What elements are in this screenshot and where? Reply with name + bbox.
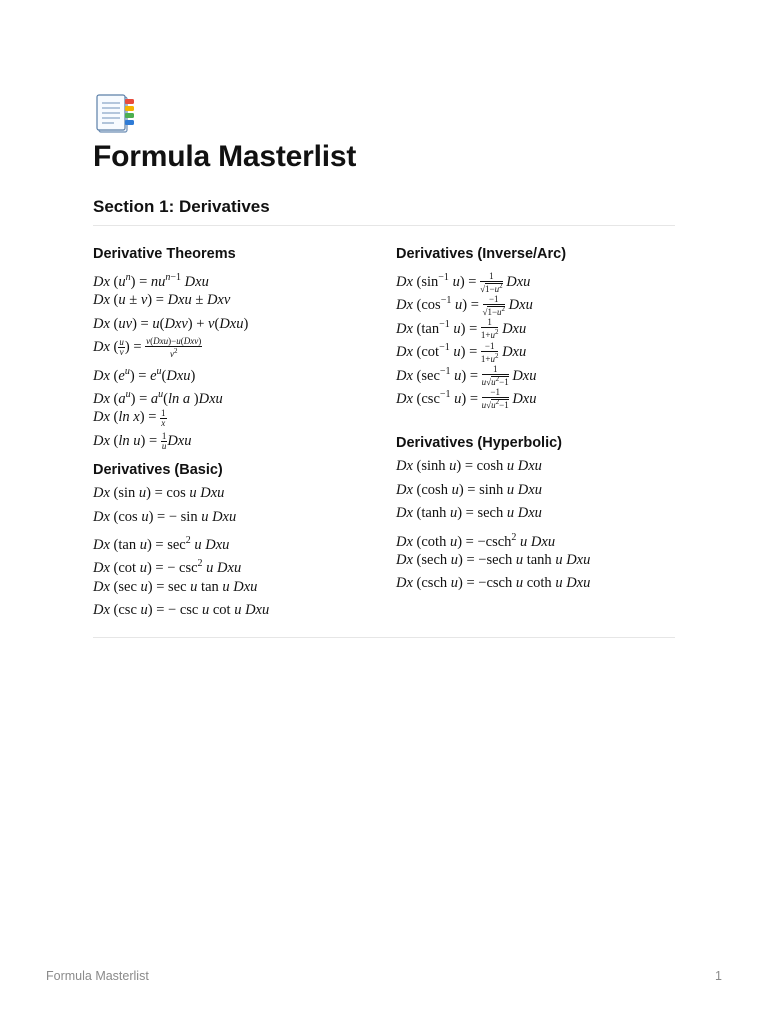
formula-cot: Dx (cot u) = − $\csc^2 u$ Dxu [93,558,242,577]
formula-exponential-e: Dx $(e^u) = e^u(Dxu)$ [93,365,196,384]
formula-ln-u: Dx (ln u) = $\frac{1}{u}$ Dxu [93,430,192,451]
formula-arccos: Dx ($\cos^{-1}$ u) = $\frac{-1}{√1-u^2}$ Dxu [396,293,533,317]
formula-coth: Dx (coth u) = −csch$^2$ u Dxu [396,531,556,550]
formula-exponential-a: Dx $(a^u) = a^u(\ln$ a )Dxu [93,388,223,407]
section-end-divider [93,637,675,638]
left-column [93,245,383,622]
derivative-theorems-group [93,245,383,453]
formula-csc: Dx (csc u) = − csc u cot u Dxu [93,602,270,619]
spacer [93,453,383,461]
formula-arccot: Dx ($\cot^{-1}$ u) = $\frac{-1}{1+u^2}$ Dxu [396,340,527,364]
formula-sum-rule: Dx (u ± v) = Dxu ± Dxv [93,292,231,309]
formula-tanh: Dx (tanh u) = sech u Dxu [396,505,542,522]
footer-page-number: 1 [715,969,722,983]
formula-cos: Dx (cos u) = − sin u Dxu [93,508,237,525]
notebook-icon [96,94,138,134]
page-title: Formula Masterlist [93,140,357,173]
formula-ln-x: Dx (ln x) = $\frac{1}{x}$ [93,407,166,428]
derivatives-basic-group [93,461,383,622]
group-title: Derivatives (Inverse/Arc) [396,246,567,262]
formula-arcsec: Dx ($\sec^{-1}$ u) = $\frac{1}{u√u^2-1}$ Dxu [396,364,537,388]
formula-sin: Dx (sin u) = cos u Dxu [93,485,225,502]
footer-document-title: Formula Masterlist [46,969,149,983]
spacer [396,406,686,434]
formula-sech: Dx (sech u) = −sech u tanh u Dxu [396,551,591,568]
formula-arccsc: Dx ($\csc^{-1}$ u) = $\frac{-1}{u√u^2-1}$ Dxu [396,387,537,411]
derivatives-hyperbolic-group [396,434,686,595]
formula-csch: Dx (csch u) = −csch u coth u Dxu [396,575,591,592]
group-title: Derivative Theorems [93,246,236,262]
formula-tan: Dx (tan $u) = \sec^2 u$ Dxu [93,534,230,553]
formula-power-rule: Dx $(u^n) = nu^{n-1}$ Dxu [93,272,209,290]
group-title: Derivatives (Basic) [93,462,223,479]
formula-arctan: Dx ($\tan^{-1}$ u) = $\frac{1}{1+u^2}$ Dxu [396,317,527,341]
formula-arcsin: Dx ($\sin^{-1}$ u) = $\frac{1}{√1-u^2}$ Dxu [396,270,531,294]
section-divider [93,225,675,226]
section-title: Section 1: Derivatives [93,197,270,216]
formula-quotient-rule: Dx ( $\frac{u}{v}$ ) = v(Dxu)−u(Dxv) $v^2$ [93,335,202,359]
formula-sec: Dx (sec u) = sec u tan u Dxu [93,578,258,595]
derivatives-inverse-group [396,245,686,411]
formula-sinh: Dx (sinh u) = cosh u Dxu [396,458,542,475]
formula-cosh: Dx (cosh u) = sinh u Dxu [396,481,542,498]
formula-product-rule: Dx (uv) = u(Dxv) + v(Dxu) [93,315,249,332]
right-column [396,245,686,596]
group-title: Derivatives (Hyperbolic) [396,435,563,452]
